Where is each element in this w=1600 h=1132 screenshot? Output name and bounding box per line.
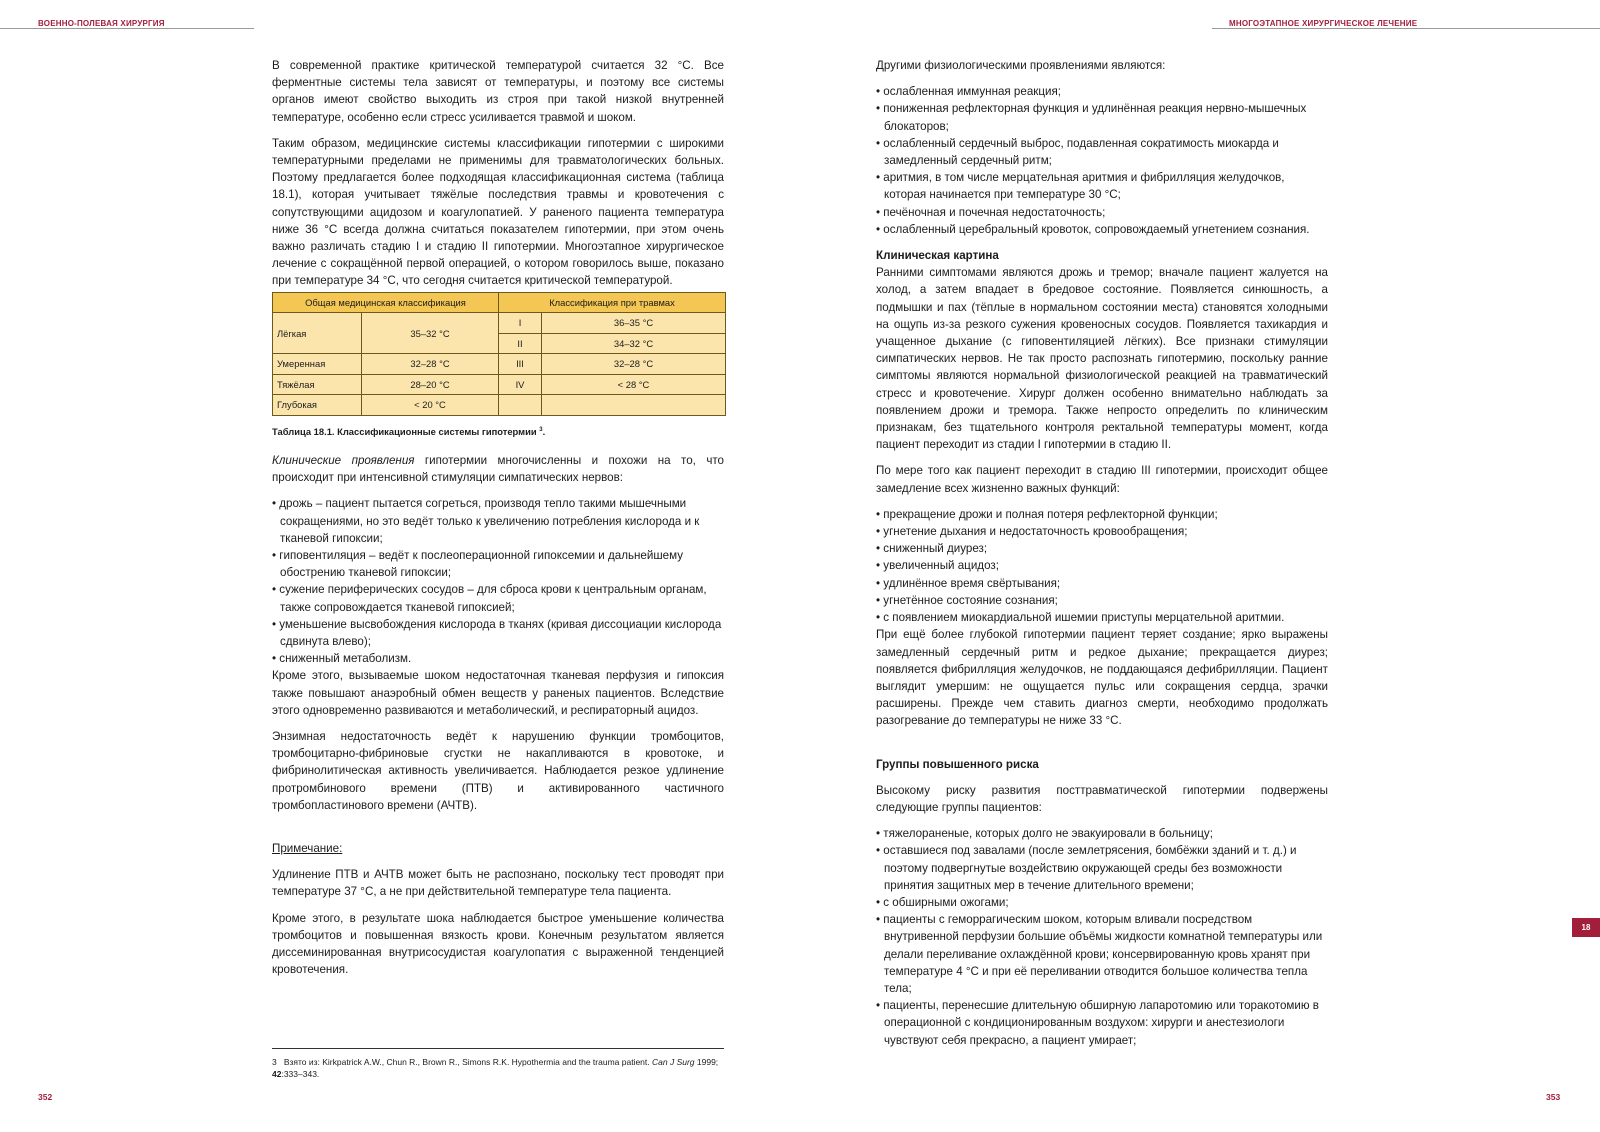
table-cell: Глубокая — [273, 395, 362, 416]
header-rule-left — [0, 28, 254, 29]
list-item: • ослабленный сердечный выброс, подавленная сократимость миокарда и замедленный сердечный ритм; — [876, 135, 1328, 169]
list-item: • удлинённое время свёртывания; — [876, 575, 1328, 592]
left-column — [272, 57, 724, 987]
paragraph: Высокому риску развития посттравматической гипотермии подвержены следующие группы пациентов: — [876, 783, 1328, 814]
list-item: • печёночная и почечная недостаточность; — [876, 204, 1328, 221]
table-header-trauma: Классификация при травмах — [499, 292, 726, 313]
table-cell: 32–28 °C — [542, 354, 726, 375]
table-cell: IV — [499, 374, 542, 395]
paragraph: Энзимная недостаточность ведёт к нарушению функции тромбоцитов, тромбоцитарно-фибриновые сгустки не накапливаются в кровотоке, и фибринолитическая активность увеличивается. Наблюдается резкое удлинение протромбинового времени (ПТВ) и активированного частичного тромбопластинового времени (АЧТВ). — [272, 730, 724, 812]
table-cell: Тяжёлая — [273, 374, 362, 395]
list-item: • гиповентиляция – ведёт к послеоперационной гипоксемии и дальнейшему обострению тканевой гипоксии; — [272, 547, 724, 581]
paragraph: Другими физиологическими проявлениями являются: — [876, 59, 1166, 72]
section-heading: Клиническая картина — [876, 249, 999, 263]
list-item: • увеличенный ацидоз; — [876, 557, 1328, 574]
table-cell — [542, 395, 726, 416]
bullet-list — [272, 495, 724, 667]
paragraph: При ещё более глубокой гипотермии пациент теряет создание; ярко выражены замедленный сердечный ритм и редкое дыхание; прекращается диурез; появляется фибрилляция желудочков, не поддающаяся дефибрилляции. Пациент выглядит умершим: не ощущается пульс или сокращения сердца, зрачки расширены. Прежде чем ставить диагноз смерти, необходимо продолжать разогревание до температуры не ниже 33 °C. — [876, 628, 1328, 728]
table-cell: Лёгкая — [273, 313, 362, 354]
list-item: • оставшиеся под завалами (после землетрясения, бомбёжки зданий и т. д.) и поэтому подвергнутые воздействию окружающей среды без возможности принятия защитных мер в течение длительного времени; — [876, 842, 1328, 894]
footnote: 3 Взято из: Kirkpatrick A.W., Chun R., Brown R., Simons R.K. Hypothermia and the trauma patient. Can J Surg 1999; 42:333–343. — [272, 1057, 719, 1079]
table-cell: Умеренная — [273, 354, 362, 375]
footnote-rule — [272, 1048, 724, 1049]
footnote-ref[interactable]: 3 — [539, 426, 543, 433]
list-item: • прекращение дрожи и полная потеря рефлекторной функции; — [876, 506, 1328, 523]
list-item: • уменьшение высвобождения кислорода в тканях (кривая диссоциации кислорода сдвинута влево); — [272, 616, 724, 650]
running-header-left: ВОЕННО-ПОЛЕВАЯ ХИРУРГИЯ — [38, 19, 165, 28]
list-item: • пациенты с геморрагическим шоком, которым вливали посредством внутривенной перфузии большие объёмы жидкости комнатной температуры или делали переливание охлаждённой крови; консервированную кровь хранят при температуре 4 °C и при её переливании отводится большое количества тепла тела; — [876, 911, 1328, 997]
table-header-general: Общая медицинская классификация — [273, 292, 499, 313]
table-cell — [499, 395, 542, 416]
list-item: • сниженный метаболизм. — [272, 650, 724, 667]
table-row — [273, 374, 726, 395]
table-caption: Таблица 18.1. Классификационные системы гипотермии $^3$. — [272, 425, 546, 437]
paragraph: Ранними симптомами являются дрожь и тремор; вначале пациент жалуется на холод, а затем впадает в бредовое состояние. Появляется синюшность, а подмышки и пах (тёплые в нормальном состоянии места) становятся холодными на ощупь из-за резкого сужения кровеносных сосудов. Появляется тахикардия и учащенное дыхание (с гиповентиляцией лёгких). Все признаки стимуляции симпатических нервов. Не так просто распознать гипотермию, поскольку ранние симптомы являются нормальной физиологической реакцией на травматический стресс и кровотечение. Хирург должен особенно внимательно наблюдать за появлением дрожи и тремора. Также непросто определить по клиническим признакам, без тщательного контроля ректальной температуры момент, когда пациент переходит из стадии I гипотермии в стадию II. — [876, 266, 1328, 452]
header-rule-right — [1212, 28, 1600, 29]
table-cell: III — [499, 354, 542, 375]
page-number-left: 352 — [38, 1092, 53, 1102]
bullet-list — [876, 506, 1328, 626]
paragraph: По мере того как пациент переходит в стадию III гипотермии, происходит общее замедление всех жизненно важных функций: — [876, 464, 1328, 495]
list-item: • ослабленная иммунная реакция; — [876, 83, 1328, 100]
table-cell: < 20 °C — [362, 395, 499, 416]
paragraph: Таким образом, медицинские системы классификации гипотермии с широкими температурными пределами не применимы для травматологических больных. Поэтому предлагается более подходящая классификационная система (таблица 18.1), которая учитывает тяжёлые последствия травмы и кровотечения с сопутствующими ацидозом и коагулопатией. У раненого пациента температура ниже 36 °C всегда должна считаться показателем гипотермии, при этом очень важно различать стадию I и стадию II гипотермии. Многоэтапное хирургическое лечение с сокращённой первой операцией, о котором говорилось выше, показано при температуре 34 °C, что сегодня считается критической температурой. — [272, 136, 724, 288]
list-item: • угнетение дыхания и недостаточность кровообращения; — [876, 523, 1328, 540]
paragraph: Клинические проявления гипотермии многочисленны и похожи на то, что происходит при интенсивной стимуляции симпатических нервов: — [272, 453, 725, 485]
running-header-right: МНОГОЭТАПНОЕ ХИРУРГИЧЕСКОЕ ЛЕЧЕНИЕ — [1229, 19, 1418, 28]
list-item: • аритмия, в том числе мерцательная аритмия и фибрилляция желудочков, которая начинается при температуре 30 °C; — [876, 169, 1328, 203]
paragraph: Кроме этого, вызываемые шоком недостаточная тканевая перфузия и гипоксия также повышают анаэробный обмен веществ у раненых пациентов. Вследствие этого одновременно развиваются и метаболический, и респираторный ацидоз. — [272, 669, 724, 717]
paragraph: Удлинение ПТВ и АЧТВ может быть не распознано, поскольку тест проводят при температуре 37 °C, а не при действительной температуре тела пациента. — [272, 868, 724, 899]
list-item: • сниженный диурез; — [876, 540, 1328, 557]
list-item: • тяжелораненые, которых долго не эвакуировали в больницу; — [876, 825, 1328, 842]
list-item: • с обширными ожогами; — [876, 894, 1328, 911]
list-item: • сужение периферических сосудов – для сброса крови к центральным органам, также сопровождается тканевой гипоксией; — [272, 581, 724, 615]
table-cell: 36–35 °C — [542, 313, 726, 334]
list-item: • дрожь – пациент пытается согреться, производя тепло такими мышечными сокращениями, но это ведёт только к увеличению потребления кислорода и к тканевой гипоксии; — [272, 495, 724, 547]
table-row — [273, 354, 726, 375]
section-heading: Группы повышенного риска — [876, 757, 1039, 771]
list-item: • пациенты, перенесшие длительную обширную лапаротомию или торакотомию в операционной с кондиционированным воздухом: хирурги и анестезиологи чувствуют себя прекрасно, а пациент умирает; — [876, 997, 1328, 1049]
paragraph: В современной практике критической температурой считается 32 °C. Все ферментные системы тела зависят от температуры, и поэтому все системы органов имеют свойство выходить из строя при такой низкой внутренней температуре, особенно если стресс усиливается травмой и шоком. — [272, 59, 724, 124]
list-item: • с появлением миокардиальной ишемии приступы мерцательной аритмии. — [876, 609, 1328, 626]
table-cell: 32–28 °C — [362, 354, 499, 375]
table-cell: 34–32 °C — [542, 333, 726, 354]
list-item: • пониженная рефлекторная функция и удлинённая реакция нервно-мышечных блокаторов; — [876, 100, 1328, 134]
table-cell: I — [499, 313, 542, 334]
bullet-list — [876, 83, 1328, 238]
list-item: • угнетённое состояние сознания; — [876, 592, 1328, 609]
table-cell: 28–20 °C — [362, 374, 499, 395]
paragraph: Кроме этого, в результате шока наблюдается быстрое уменьшение количества тромбоцитов и повышенная вязкость крови. Конечным результатом является диссеминированная внутрисосудистая коагулопатия с выраженной тенденцией кровотечения. — [272, 911, 724, 977]
list-item: • ослабленный церебральный кровоток, сопровождаемый угнетением сознания. — [876, 221, 1328, 238]
table-row — [273, 313, 726, 334]
table-cell: II — [499, 333, 542, 354]
bullet-list — [876, 825, 1328, 1049]
note-label: Примечание: — [272, 842, 343, 856]
table-row — [273, 395, 726, 416]
chapter-tab: 18 — [1572, 918, 1600, 937]
table-cell: < 28 °C — [542, 374, 726, 395]
table-cell: 35–32 °C — [362, 313, 499, 354]
right-column — [876, 57, 1328, 1049]
hypothermia-classification-table — [272, 292, 726, 416]
page-number-right: 353 — [1546, 1092, 1561, 1102]
table-header-row — [273, 292, 726, 313]
